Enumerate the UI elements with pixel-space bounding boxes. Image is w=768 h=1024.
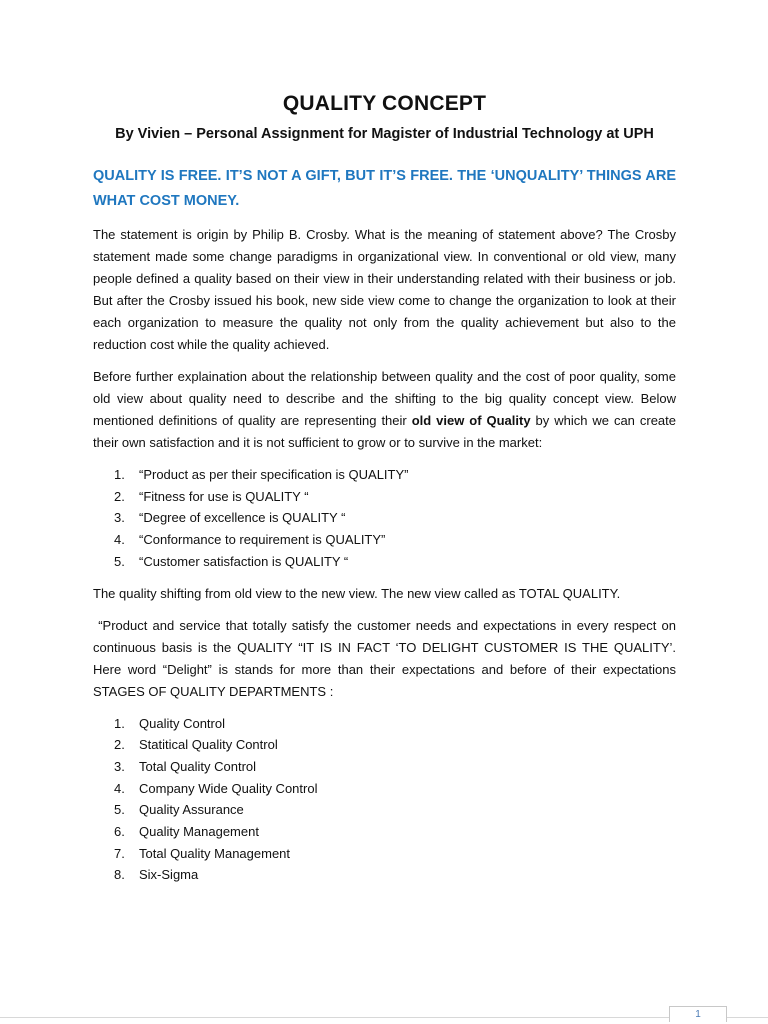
list-item <box>93 464 676 486</box>
list-item <box>93 486 676 508</box>
paragraph-old-view-part2: by which we can create their own satisfaction and it is not sufficient to grow or to survive in the market: <box>93 413 677 450</box>
document-subtitle: By Vivien – Personal Assignment for Magister of Industrial Technology at UPH <box>115 126 654 142</box>
paragraph-old-view <box>93 366 676 454</box>
list-item <box>93 529 676 551</box>
list-item-text: Quality Control <box>139 715 225 731</box>
section-heading: QUALITY IS FREE. IT’S NOT A GIFT, BUT IT’S FREE. THE ‘UNQUALITY’ THINGS ARE WHAT COST MONEY. <box>93 168 676 209</box>
list-item <box>93 778 676 800</box>
list-item-number: 3. <box>114 510 125 526</box>
document-body <box>93 92 676 896</box>
page-number: 1 <box>669 1006 727 1022</box>
list-item-text: Total Quality Management <box>139 845 291 861</box>
list-item-number: 1. <box>114 715 125 731</box>
list-item <box>93 713 676 735</box>
list-item-text: Total Quality Control <box>139 758 257 774</box>
list-item <box>93 864 676 886</box>
old-view-list <box>93 464 676 573</box>
list-item <box>93 551 676 573</box>
list-item-text: Six-Sigma <box>139 867 199 883</box>
paragraph-delight: “Product and service that totally satisfy the customer needs and expectations in every respect on continuous basis is the QUALITY “IT IS IN FACT ‘TO DELIGHT CUSTOMER IS THE QUALITY’. Here word “Delight” is stands for more than their expectations and before of their expectations STAGES OF QUALITY DEPARTMENTS : <box>93 617 676 699</box>
list-item-text: “Degree of excellence is QUALITY “ <box>139 510 346 526</box>
list-item-text: Company Wide Quality Control <box>139 780 318 796</box>
list-item-number: 4. <box>114 780 125 796</box>
list-item-text: “Customer satisfaction is QUALITY “ <box>139 553 349 569</box>
list-item-number: 2. <box>114 737 125 753</box>
list-item-number: 7. <box>114 845 125 861</box>
list-item-number: 5. <box>114 802 125 818</box>
list-item-number: 3. <box>114 758 125 774</box>
list-item-number: 1. <box>114 467 125 482</box>
list-item <box>93 734 676 756</box>
list-item-number: 2. <box>114 488 125 504</box>
document-title: QUALITY CONCEPT <box>282 92 487 115</box>
list-item-text: Quality Assurance <box>139 802 244 818</box>
list-item-text: “Product as per their specification is QUALITY” <box>139 467 409 482</box>
paragraph-old-view-bold: old view of Quality <box>411 413 531 428</box>
list-item-number: 4. <box>114 532 125 548</box>
list-item-text: Statitical Quality Control <box>139 737 278 753</box>
list-item-number: 5. <box>114 553 125 569</box>
list-item <box>93 507 676 529</box>
list-item-text: “Fitness for use is QUALITY “ <box>139 488 309 504</box>
footer-divider <box>0 1017 768 1018</box>
list-item <box>93 821 676 843</box>
list-item-text: “Conformance to requirement is QUALITY” <box>139 532 386 548</box>
list-item-text: Quality Management <box>139 824 259 840</box>
list-item <box>93 843 676 865</box>
list-item <box>93 799 676 821</box>
list-item-number: 6. <box>114 824 125 840</box>
paragraph-crosby-statement: The statement is origin by Philip B. Crosby. What is the meaning of statement above? The Crosby statement made some change paradigms in organizational view. In conventional or old view, many people defined a quality based on their view in their understanding related with their business or job. But after the Crosby issued his book, new side view come to change the organization to look at their each organization to measure the quality not only from the quality achievement but also to the reduction cost while the quality achieved. <box>93 227 676 352</box>
list-item-number: 8. <box>114 867 125 883</box>
stages-list <box>93 713 676 887</box>
paragraph-total-quality: The quality shifting from old view to the new view. The new view called as TOTAL QUALITY. <box>93 585 621 601</box>
list-item <box>93 756 676 778</box>
paragraph-old-view-part1: Before further explaination about the relationship between quality and the cost of poor quality, some old view about quality need to describe and the shifting to the big quality concept view. Below mentioned definitions of quality are representing their <box>93 369 676 428</box>
